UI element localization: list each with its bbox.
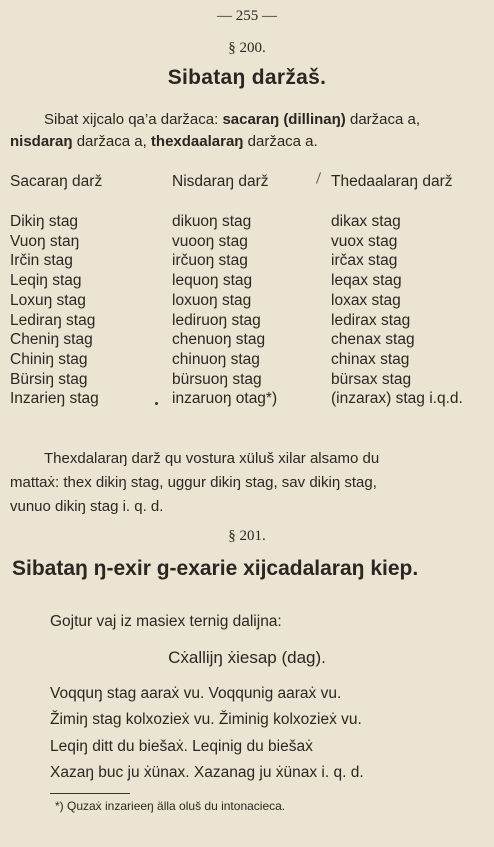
- print-mark: [316, 172, 321, 184]
- table-column-thedaalaran: [331, 212, 463, 409]
- table-cell: Chiniŋ stag: [10, 350, 88, 368]
- table-cell: vuooŋ stag: [172, 232, 248, 250]
- intro-term: sacaraŋ (dillinaŋ): [222, 111, 346, 128]
- intro-text: daržaca a.: [243, 133, 318, 150]
- table-cell: irčax stag: [331, 252, 398, 270]
- section-title: Sibataŋ ŋ-exir g-exarie xijcadalaraŋ kiep.: [12, 557, 419, 580]
- table-column-sacaran: [10, 212, 99, 409]
- column-header: Sacaraŋ darž: [10, 173, 103, 190]
- paragraph-line: mattaẋ: thex dikiŋ stag, uggur dikiŋ stag, sav dikiŋ stag,: [10, 474, 377, 491]
- intro-term: nisdaraŋ: [10, 133, 73, 150]
- table-cell: chinuoŋ stag: [172, 350, 260, 368]
- table-cell: Inzarieŋ stag: [10, 390, 99, 408]
- table-cell: Bürsiŋ stag: [10, 370, 88, 388]
- table-cell: vuox stag: [331, 232, 398, 250]
- table-cell: loxax stag: [331, 291, 401, 309]
- table-cell: Dikiŋ stag: [10, 213, 79, 230]
- example-line: Xazaŋ buc ju ẋünax. Xazanag ju ẋünax i. q. d.: [50, 764, 364, 781]
- lead-line: Gojtur vaj iz masiex ternig dalijna:: [50, 613, 282, 630]
- footnote: *) Quzaẋ inzarieeŋ älla oluš du intonacieca.: [55, 799, 286, 813]
- table-cell: bürsuoŋ stag: [172, 370, 262, 388]
- column-header: Nisdaraŋ darž: [172, 173, 269, 190]
- section-number: § 200.: [228, 40, 266, 56]
- intro-line-2: [10, 131, 318, 153]
- intro-term: thexdaalaraŋ: [150, 133, 244, 150]
- example-line: Žimiŋ stag kolxozieẋ vu. Žiminig kolxozieẋ vu.: [50, 711, 362, 728]
- table-cell: Leqiŋ stag: [10, 272, 82, 290]
- footnote-rule: [50, 793, 130, 794]
- table-cell: Cheniŋ stag: [10, 331, 93, 349]
- table-cell: chenuoŋ stag: [172, 331, 266, 349]
- table-cell: lequoŋ stag: [172, 272, 253, 290]
- page-number: — 255 —: [217, 8, 277, 24]
- intro-text: daržaca a,: [345, 111, 421, 128]
- section-title: Sibataŋ daržaš.: [167, 66, 327, 89]
- table-cell: chinax stag: [331, 350, 410, 368]
- intro-line-1: [44, 109, 420, 131]
- print-speck: [155, 402, 158, 405]
- table-cell: dikax stag: [331, 213, 401, 230]
- table-cell: (inzarax) stag i.q.d.: [331, 390, 463, 408]
- table-cell: inzaruoŋ otag*): [172, 390, 278, 408]
- table-cell: Irčin stag: [10, 252, 73, 270]
- table-cell: loxuoŋ stag: [172, 291, 252, 309]
- column-header: Thedaalaraŋ darž: [331, 173, 453, 190]
- table-cell: Loxuŋ stag: [10, 291, 86, 309]
- table-cell: dikuoŋ stag: [172, 213, 252, 230]
- table-column-nisdaran: [172, 212, 277, 409]
- table-cell: Vuoŋ staŋ: [10, 232, 80, 250]
- example-line: Leqiŋ ditt du biešaẋ. Leqinig du biešaẋ: [50, 738, 313, 755]
- table-cell: lediruoŋ stag: [172, 311, 261, 329]
- example-line: Voqquŋ stag aaraẋ vu. Voqqunig aaraẋ vu.: [50, 685, 342, 702]
- table-cell: irčuoŋ stag: [172, 252, 248, 270]
- paragraph-line: Thexdalaraŋ darž qu vostura xüluš xilar alsamo du: [44, 450, 380, 467]
- table-cell: ledirax stag: [331, 311, 411, 329]
- table-cell: bürsax stag: [331, 370, 412, 388]
- subsection-title: Cẋallijŋ ẋiesap (dag).: [168, 648, 326, 667]
- table-cell: Lediraŋ stag: [10, 311, 96, 329]
- table-cell: chenax stag: [331, 331, 415, 349]
- paragraph-line: vunuo dikiŋ stag i. q. d.: [10, 498, 164, 515]
- intro-text: daržaca a,: [72, 133, 151, 150]
- intro-text: Sibat xijcalo qa’a daržaca:: [44, 111, 223, 128]
- table-cell: leqax stag: [331, 272, 402, 290]
- section-number: § 201.: [228, 528, 266, 544]
